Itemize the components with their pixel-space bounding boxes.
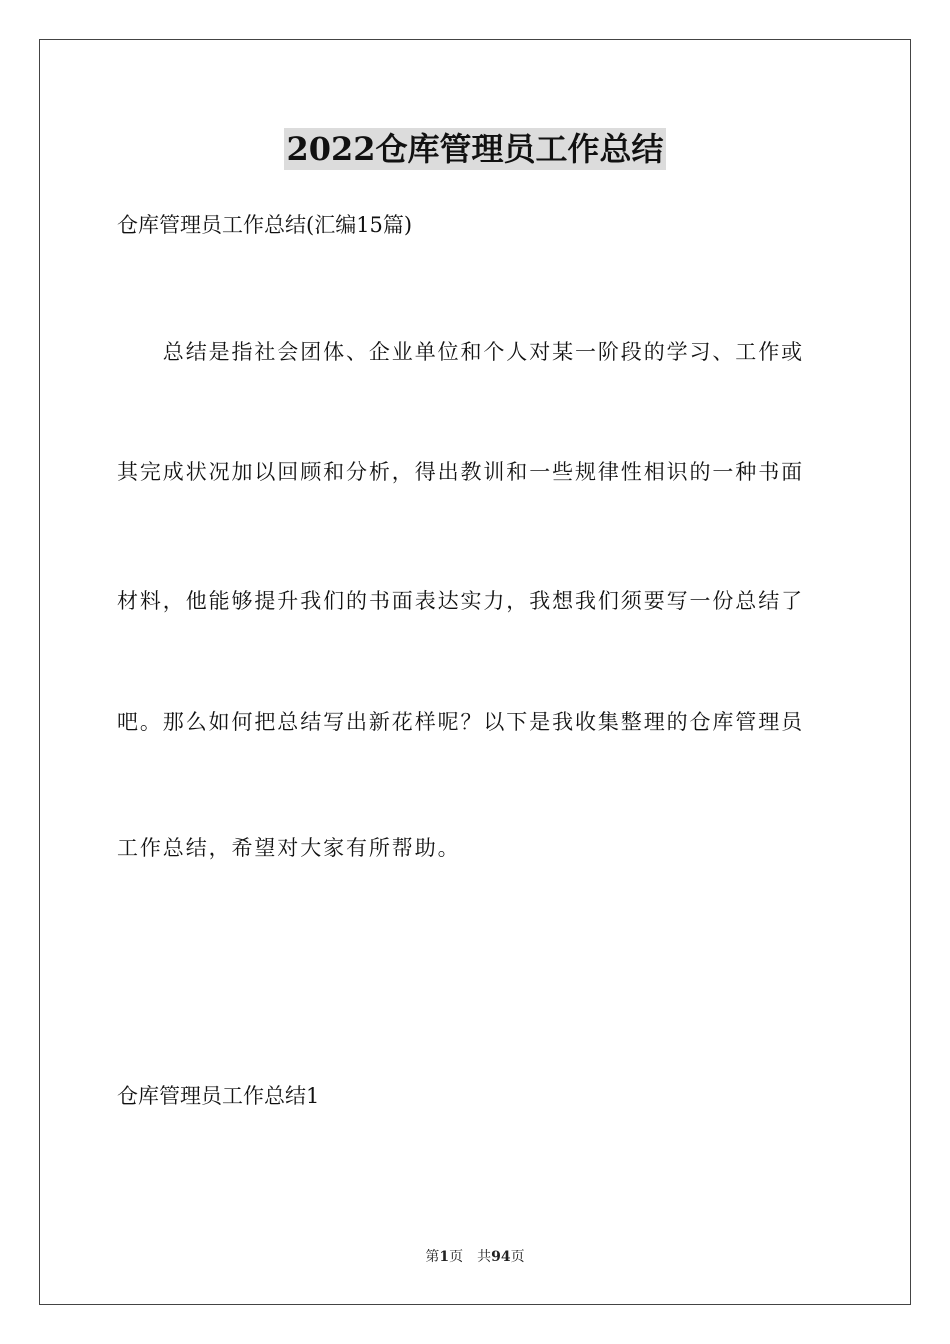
intro-line: 材料，他能够提升我们的书面表达实力，我想我们须要写一份总结了 xyxy=(117,589,804,613)
page-footer xyxy=(0,1247,950,1267)
section-heading: 仓库管理员工作总结1 xyxy=(117,1084,320,1108)
intro-line: 吧。那么如何把总结写出新花样呢？以下是我收集整理的仓库管理员 xyxy=(117,710,804,734)
intro-line: 工作总结，希望对大家有所帮助。 xyxy=(117,836,461,860)
page-suffix: 页 xyxy=(510,1249,525,1265)
total-page-count: 94 xyxy=(491,1249,511,1265)
intro-line: 其完成状况加以回顾和分析，得出教训和一些规律性相识的一种书面 xyxy=(117,460,804,484)
title-container xyxy=(0,128,950,170)
page-mid: 页 共 xyxy=(449,1249,492,1265)
current-page-number: 1 xyxy=(439,1249,450,1265)
intro-line: 总结是指社会团体、企业单位和个人对某一阶段的学习、工作或 xyxy=(117,340,804,364)
document-title: 2022仓库管理员工作总结 xyxy=(286,130,664,168)
page-prefix: 第 xyxy=(425,1249,440,1265)
document-subtitle: 仓库管理员工作总结(汇编15篇) xyxy=(117,213,413,237)
